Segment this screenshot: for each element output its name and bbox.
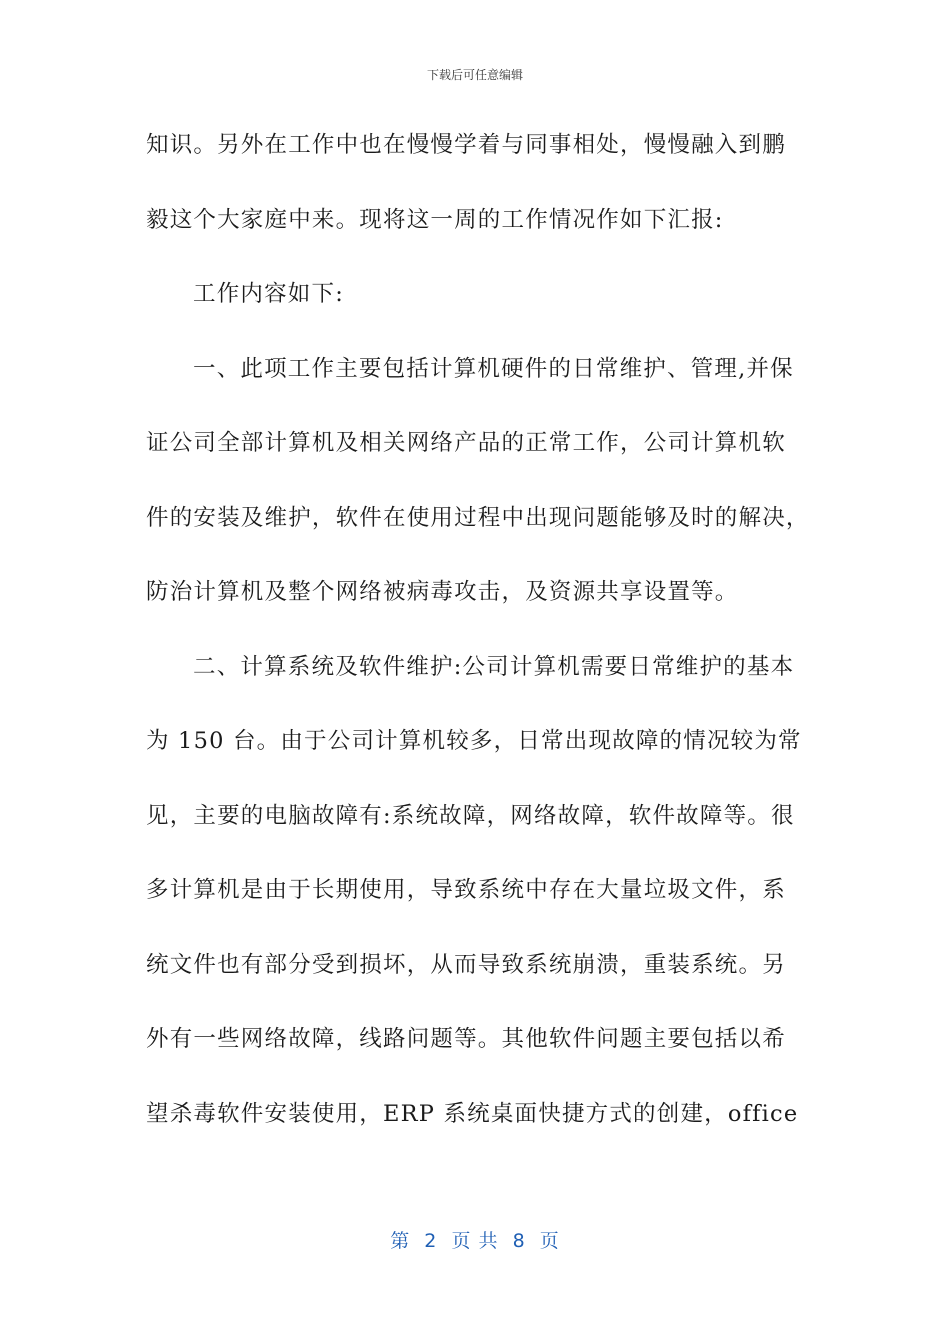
- header-note: 下载后可任意编辑: [426, 68, 523, 82]
- page-number: 第 2 页 共 8 页: [390, 1230, 560, 1252]
- text-line: 证公司全部计算机及相关网络产品的正常工作，公司计算机软: [146, 430, 786, 456]
- text-line: 知识。另外在工作中也在慢慢学着与同事相处，慢慢融入到鹏: [146, 132, 786, 158]
- page-footer: [0, 1226, 950, 1253]
- body-text: [146, 123, 810, 1166]
- text-line: 见，主要的电脑故障有:系统故障，网络故障，软件故障等。很: [146, 802, 795, 829]
- text-line: 为 150 台。由于公司计算机较多，日常出现故障的情况较为常: [146, 728, 802, 754]
- text-line: 工作内容如下:: [193, 281, 344, 307]
- text-line: 一、此项工作主要包括计算机硬件的日常维护、管理,并保: [193, 355, 794, 382]
- text-line: 统文件也有部分受到损坏，从而导致系统崩溃，重装系统。另: [146, 951, 786, 978]
- text-line: 望杀毒软件安装使用，ERP 系统桌面快捷方式的创建，office: [146, 1100, 799, 1127]
- text-line: 多计算机是由于长期使用，导致系统中存在大量垃圾文件，系: [146, 877, 786, 903]
- text-line: 防治计算机及整个网络被病毒攻击，及资源共享设置等。: [146, 579, 739, 605]
- text-line: 件的安装及维护，软件在使用过程中出现问题能够及时的解决，: [146, 504, 810, 531]
- text-line: 毅这个大家庭中来。现将这一周的工作情况作如下汇报:: [146, 206, 724, 233]
- text-line: 外有一些网络故障，线路问题等。其他软件问题主要包括以希: [146, 1026, 786, 1052]
- text-line: 二、计算系统及软件维护:公司计算机需要日常维护的基本: [193, 653, 795, 680]
